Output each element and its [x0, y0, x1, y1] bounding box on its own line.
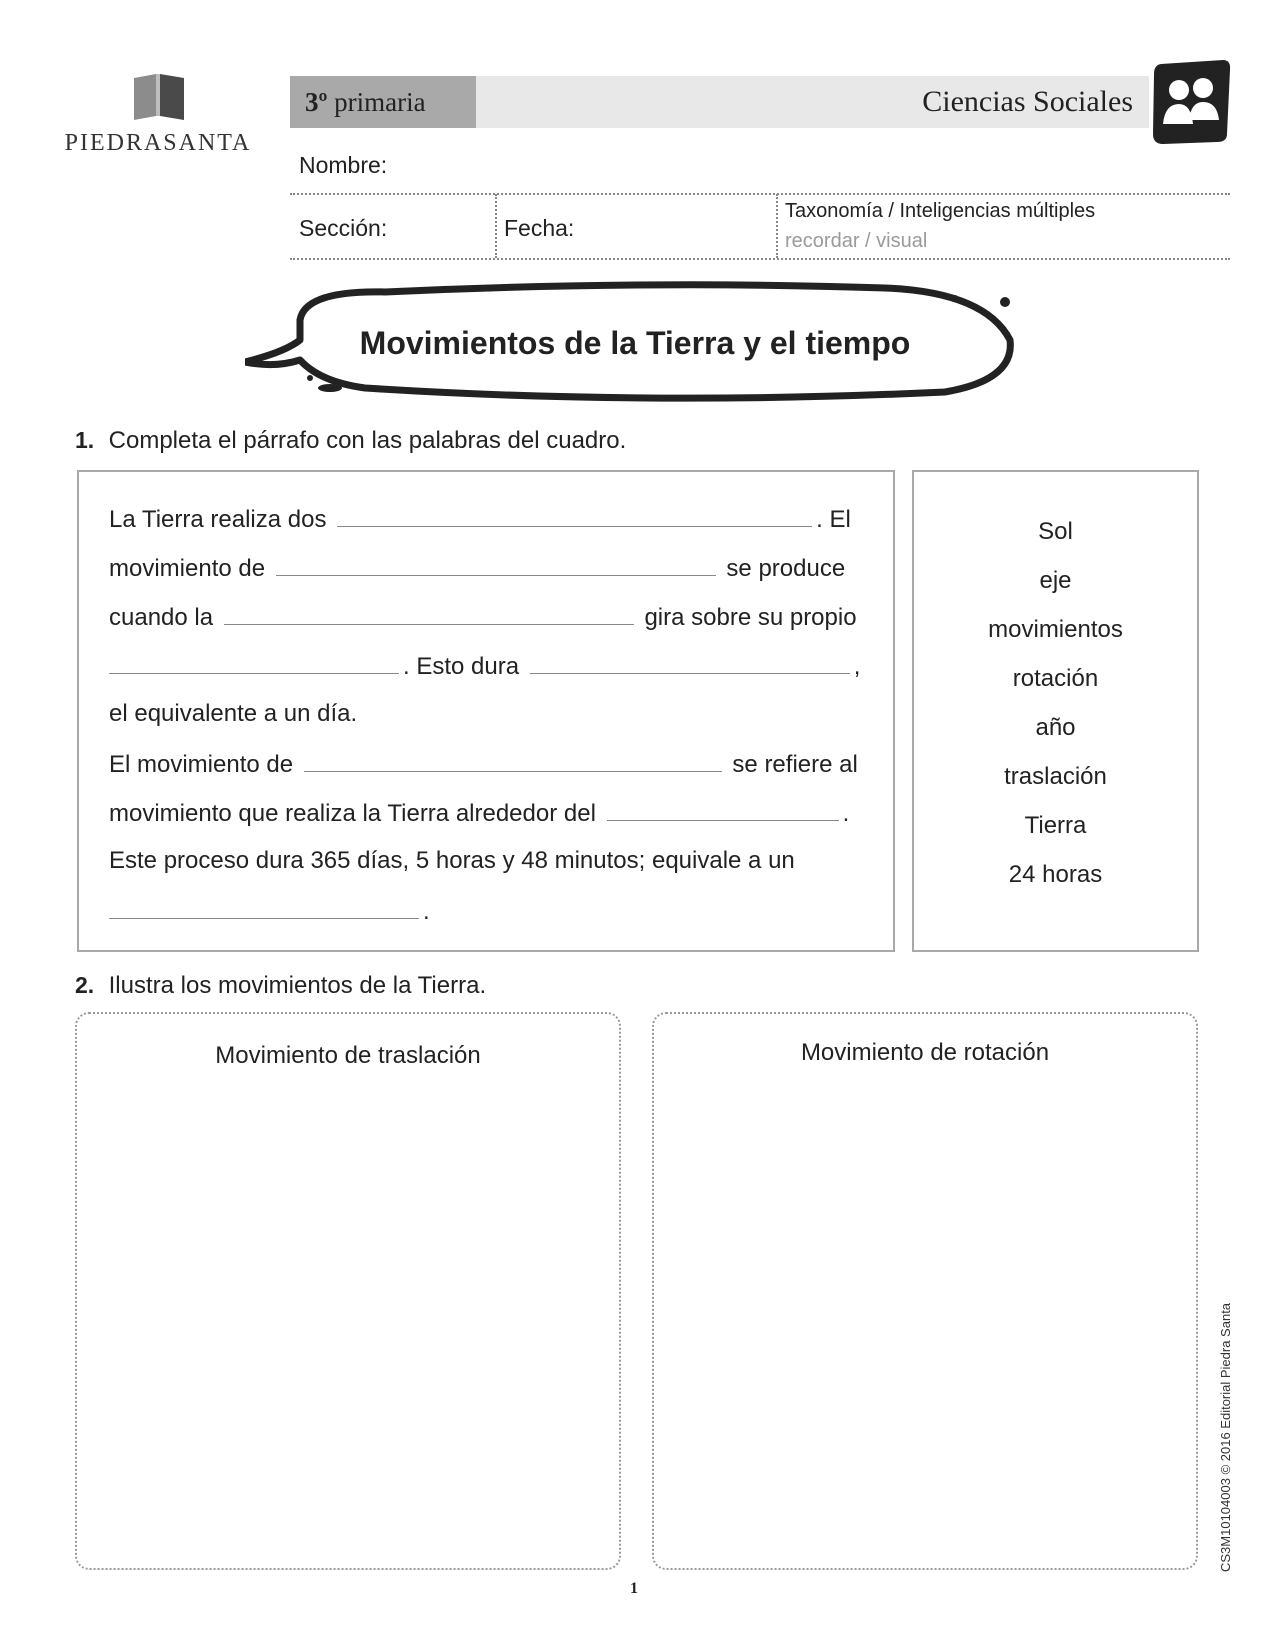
publisher-logo — [58, 70, 258, 165]
paragraph-line — [109, 749, 858, 779]
divider — [495, 194, 497, 258]
answer-blank[interactable] — [304, 749, 722, 772]
rotation-drawing-box[interactable] — [652, 1012, 1198, 1570]
word-bank-item: 24 horas — [1008, 861, 1103, 888]
copyright-code: CS3M10104003 © 2016 Editorial Piedra Santa — [1218, 1302, 1233, 1572]
word-bank-item: año — [1035, 714, 1076, 741]
question-number: 2. — [75, 972, 95, 998]
line-text: . Esto dura — [403, 653, 520, 680]
grade-label — [290, 76, 476, 128]
word-bank-item: traslación — [1004, 763, 1107, 790]
line-text: El movimiento de — [109, 751, 294, 778]
line-text: movimiento que realiza la Tierra alrededor del — [109, 800, 596, 827]
group-icon — [1151, 60, 1231, 146]
word-bank — [912, 470, 1199, 952]
paragraph-line — [109, 504, 851, 534]
translation-drawing-box[interactable] — [75, 1012, 621, 1570]
date-label: Fecha: — [504, 215, 575, 241]
word-bank-item: movimientos — [988, 616, 1123, 643]
line-text: cuando la — [109, 604, 214, 631]
box-title: Movimiento de traslación — [215, 1042, 481, 1069]
line-text: se refiere al — [732, 751, 858, 778]
taxonomy-value: recordar / visual — [785, 230, 928, 252]
word-bank-item: Tierra — [1024, 812, 1087, 839]
line-text: . — [842, 800, 850, 827]
answer-blank[interactable] — [109, 651, 399, 674]
line-text: gira sobre su propio — [644, 604, 857, 631]
paragraph-line — [109, 651, 860, 681]
word-bank-item: rotación — [1012, 665, 1099, 692]
logo-text: PIEDRASANTA — [64, 130, 252, 156]
line-text: La Tierra realiza dos — [109, 506, 327, 533]
question-2-heading — [75, 972, 486, 1000]
answer-blank[interactable] — [530, 651, 850, 674]
paragraph-line: el equivalente a un día. — [109, 700, 358, 727]
paragraph-line — [109, 896, 430, 926]
subject-title: Ciencias Sociales — [476, 76, 1149, 128]
word-bank-item: eje — [1039, 567, 1072, 594]
question-1-heading — [75, 427, 626, 455]
question-prompt: Completa el párrafo con las palabras del cuadro. — [108, 427, 627, 454]
paragraph-box — [77, 470, 895, 952]
divider — [290, 193, 1230, 195]
grade-number: 3º — [305, 87, 328, 117]
taxonomy-label: Taxonomía / Inteligencias múltiples — [785, 200, 1096, 222]
paragraph-line — [109, 798, 849, 828]
question-number: 1. — [75, 427, 95, 453]
book-logo-icon — [130, 70, 190, 125]
answer-blank[interactable] — [276, 553, 716, 576]
line-text: . — [423, 898, 430, 925]
question-prompt: Ilustra los movimientos de la Tierra. — [108, 972, 487, 999]
answer-blank[interactable] — [224, 602, 634, 625]
section-label: Sección: — [299, 215, 388, 241]
answer-blank[interactable] — [607, 798, 839, 821]
page-number: 1 — [630, 1580, 638, 1597]
line-text: se produce — [726, 555, 846, 582]
box-title: Movimiento de rotación — [800, 1039, 1050, 1066]
page-title: Movimientos de la Tierra y el tiempo — [359, 325, 911, 361]
line-text: . El — [816, 506, 851, 533]
word-bank-item: Sol — [1038, 518, 1073, 545]
answer-blank[interactable] — [337, 504, 812, 527]
name-label: Nombre: — [299, 152, 388, 178]
divider — [776, 194, 778, 258]
answer-blank[interactable] — [109, 896, 419, 919]
paragraph-line: Este proceso dura 365 días, 5 horas y 48 minutos; equivale a un — [109, 847, 795, 874]
paragraph-line — [109, 553, 845, 583]
grade-text: primaria — [334, 87, 426, 117]
paragraph-line — [109, 602, 857, 632]
line-text: movimiento de — [109, 555, 266, 582]
divider — [290, 258, 1230, 260]
line-text: , — [853, 653, 861, 680]
